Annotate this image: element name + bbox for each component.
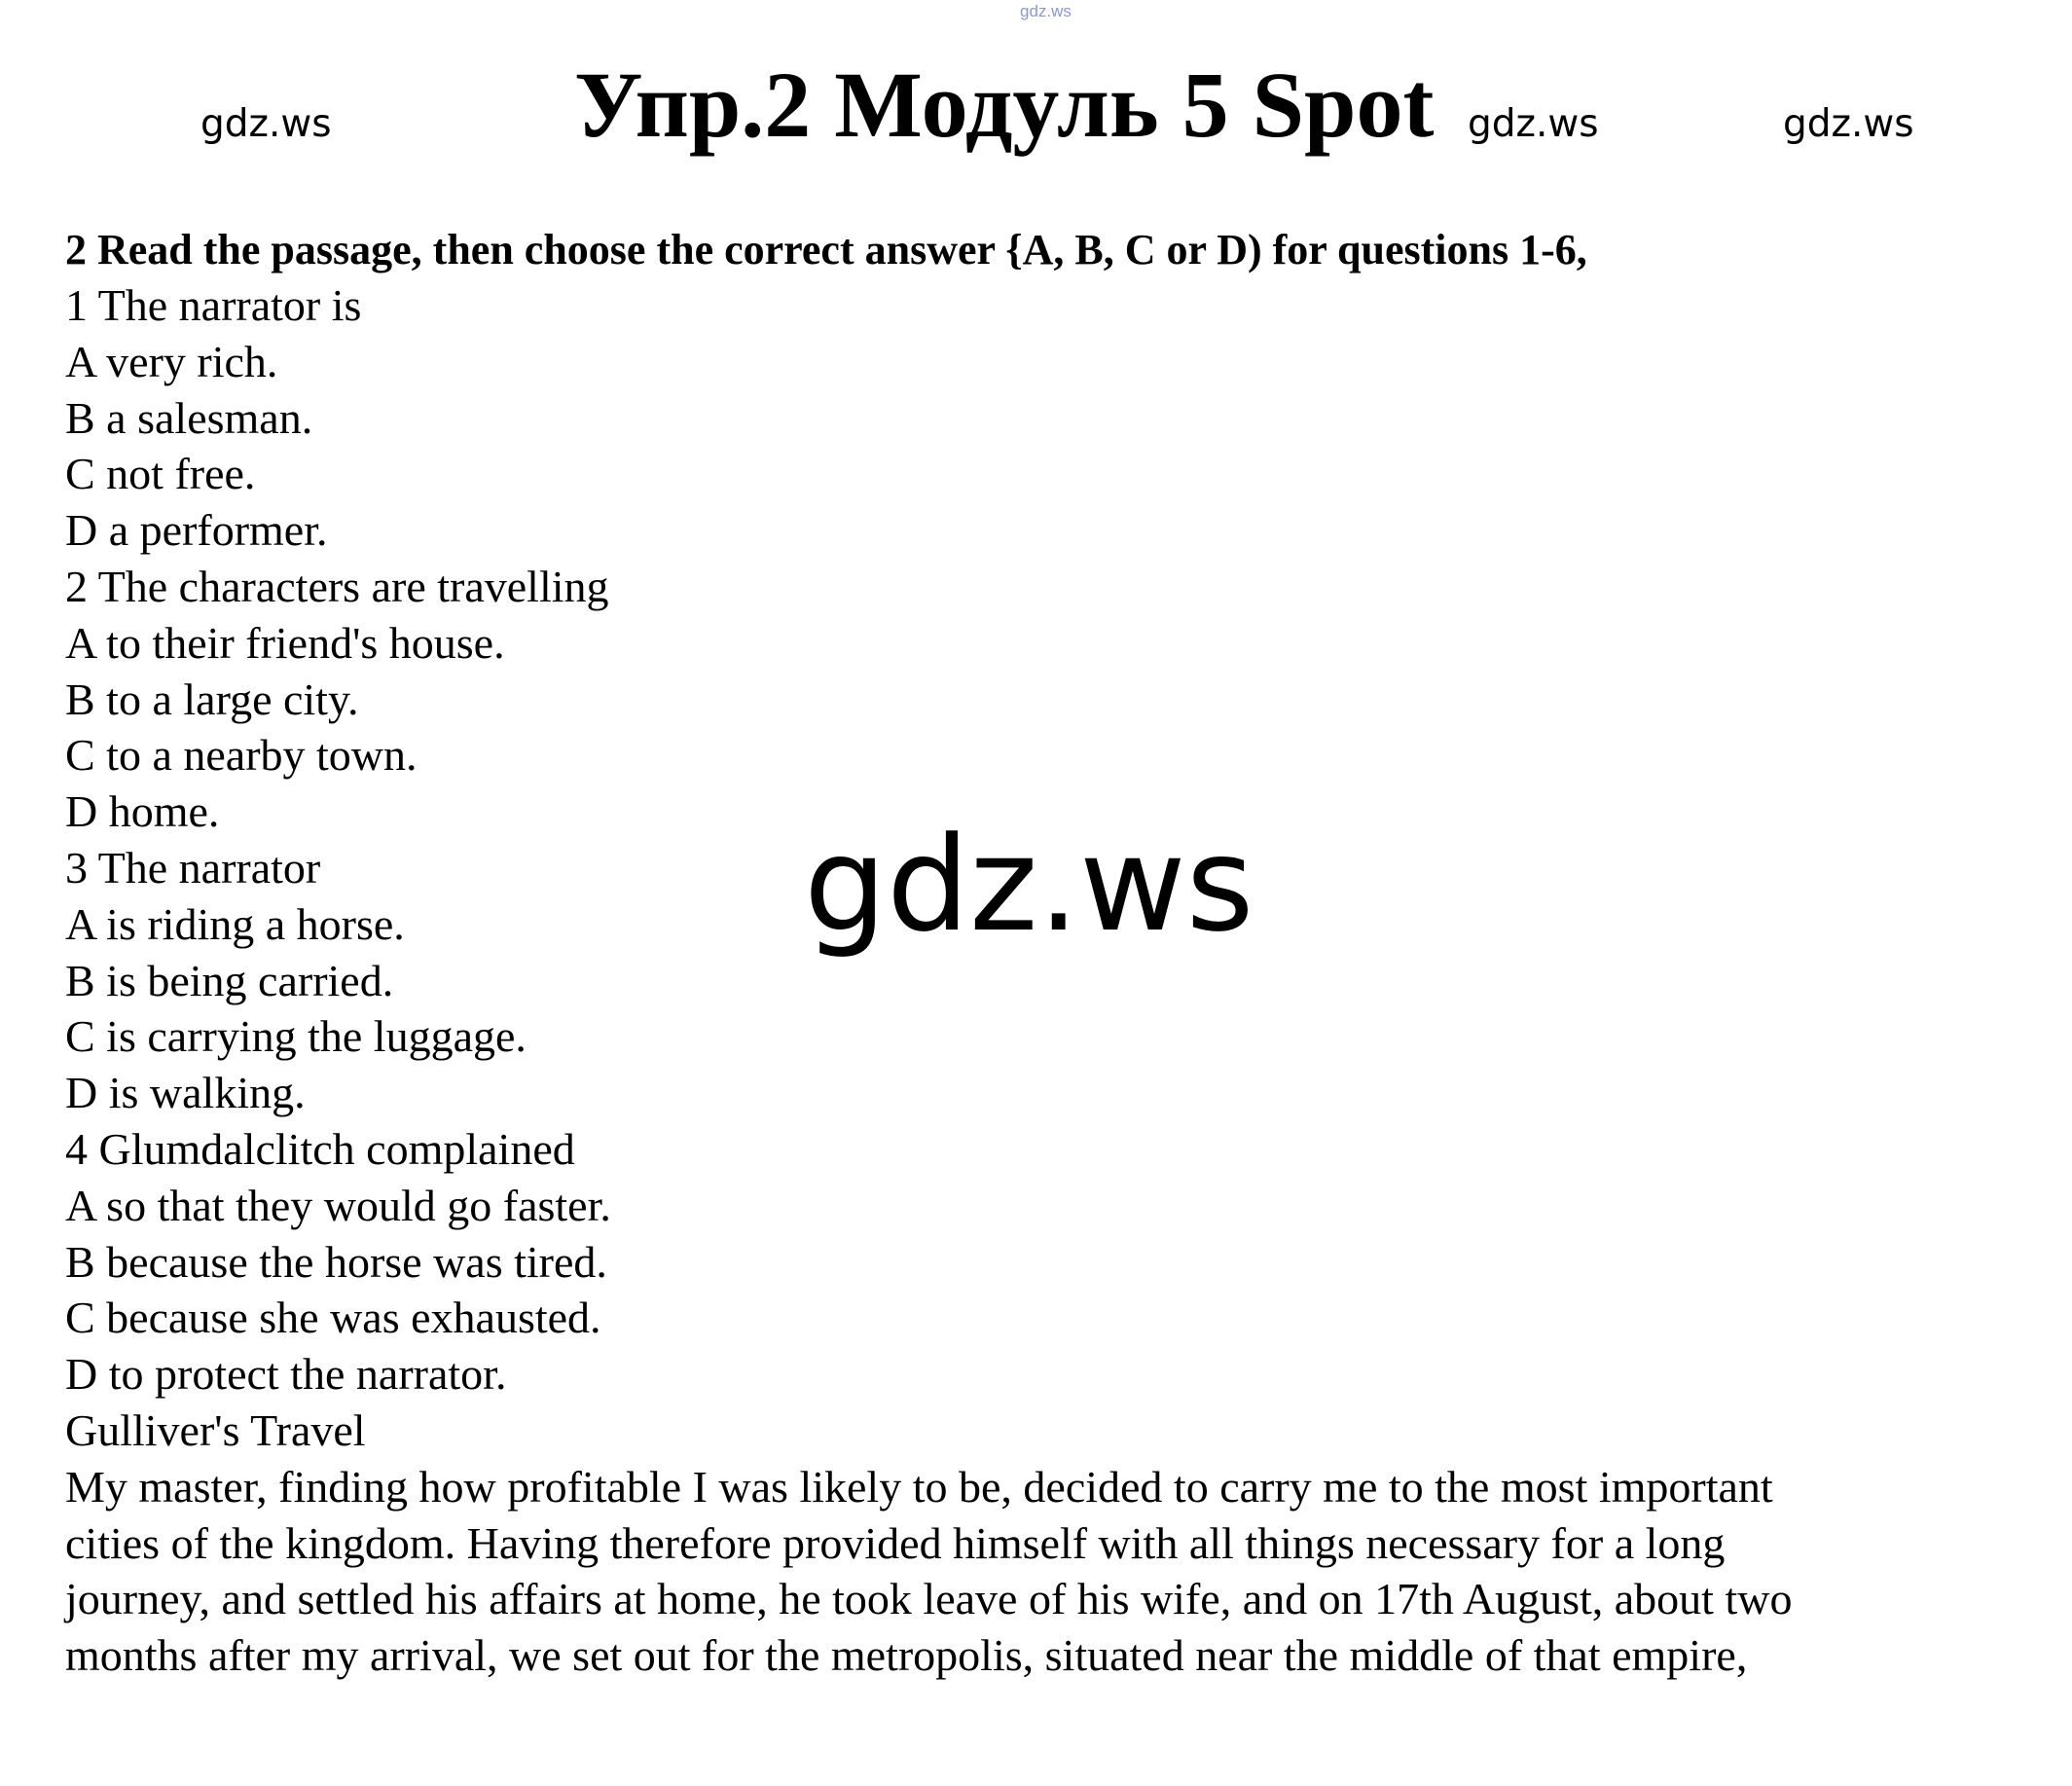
page-title: Упр.2 Модуль 5 Spot <box>574 53 1435 157</box>
watermark-header-mid: gdz.ws <box>1468 102 1599 146</box>
option-3d: D is walking. <box>65 1068 306 1118</box>
option-2b: B to a large city. <box>65 674 359 724</box>
option-4b: B because the horse was tired. <box>65 1236 607 1287</box>
option-3c: C is carrying the luggage. <box>65 1011 527 1062</box>
option-3a: A is riding a horse. <box>65 898 405 949</box>
option-2c: C to a nearby town. <box>65 730 418 781</box>
passage-line-4: months after my arrival, we set out for the metropolis, situated near the middle of that empire, <box>65 1630 1748 1681</box>
option-4c: C because she was exhausted. <box>65 1293 601 1343</box>
option-1c: C not free. <box>65 449 256 499</box>
option-1a: A very rich. <box>65 336 278 386</box>
option-4d: D to protect the narrator. <box>65 1349 507 1400</box>
option-2d: D home. <box>65 786 220 837</box>
passage-line-2: cities of the kingdom. Having therefore provided himself with all things necessary for a long <box>65 1517 1726 1568</box>
option-1b: B a salesman. <box>65 392 313 443</box>
option-3b: B is being carried. <box>65 955 394 1005</box>
task-instruction: 2 Read the passage, then choose the correct answer {A, B, C or D) for questions 1-6, <box>65 226 1587 273</box>
watermark-top: gdz.ws <box>1020 2 1072 20</box>
question-3: 3 The narrator <box>65 842 321 893</box>
watermark-header-left: gdz.ws <box>200 102 332 146</box>
passage-title: Gulliver's Travel <box>65 1404 366 1455</box>
watermark-center: gdz.ws <box>804 809 1254 961</box>
passage-line-1: My master, finding how profitable I was likely to be, decided to carry me to the most important <box>65 1461 1773 1512</box>
question-2: 2 The characters are travelling <box>65 561 609 611</box>
option-2a: A to their friend's house. <box>65 617 505 668</box>
option-1d: D a performer. <box>65 505 328 556</box>
passage-line-3: journey, and settled his affairs at home, he took leave of his wife, and on 17th August, about two <box>65 1574 1793 1624</box>
option-4a: A so that they would go faster. <box>65 1180 611 1230</box>
watermark-header-right: gdz.ws <box>1783 102 1914 146</box>
question-4: 4 Glumdalclitch complained <box>65 1123 575 1174</box>
question-1: 1 The narrator is <box>65 280 362 330</box>
